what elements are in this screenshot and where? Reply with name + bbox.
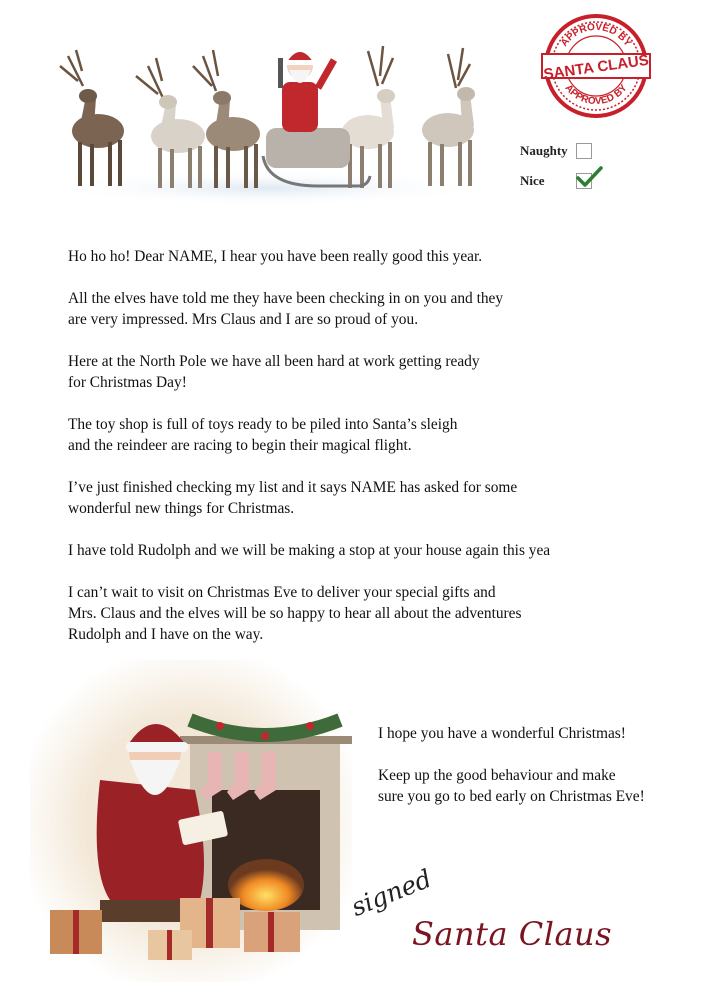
closing-paragraph [378, 765, 678, 807]
naughty-label: Naughty [520, 143, 568, 158]
letter-paragraph [68, 246, 573, 267]
naughty-row [520, 140, 592, 162]
nice-row [520, 170, 592, 192]
letter-line: Ho ho ho! Dear NAME, I hear you have been really good this year. [68, 248, 483, 265]
santa-sleigh-illustration [38, 36, 496, 206]
letter-line: I can’t wait to visit on Christmas Eve to deliver your special gifts and [68, 584, 496, 601]
santa-fireplace-illustration [30, 660, 352, 982]
nice-label: Nice [520, 173, 545, 188]
santa-signature: Santa Claus [412, 915, 613, 953]
stamp-top-text: APPROVED BY [558, 21, 634, 49]
letter-paragraph [68, 582, 573, 645]
letter-paragraph [68, 288, 573, 330]
closing-line: sure you go to bed early on Christmas Eve! [378, 788, 645, 805]
closing-line: Keep up the good behaviour and make [378, 767, 616, 784]
letter-line: Mrs. Claus and the elves will be so happy to hear all about the adventures [68, 605, 522, 622]
closing-line: I hope you have a wonderful Christmas! [378, 725, 626, 742]
letter-body [68, 246, 573, 645]
letter-paragraph [68, 414, 573, 456]
approved-stamp [540, 10, 652, 122]
naughty-checkbox[interactable] [576, 143, 592, 159]
letter-line: Here at the North Pole we have all been hard at work getting ready [68, 353, 480, 370]
closing-paragraph [378, 723, 678, 744]
letter-paragraph [68, 351, 573, 393]
letter-line: and the reindeer are racing to begin their magical flight. [68, 437, 412, 454]
letter-line: All the elves have told me they have been checking in on you and they [68, 290, 504, 307]
letter-line: I’ve just finished checking my list and it says NAME has asked for some [68, 479, 518, 496]
letter-line: The toy shop is full of toys ready to be piled into Santa’s sleigh [68, 416, 458, 433]
letter-paragraph [68, 477, 573, 519]
letter-line: I have told Rudolph and we will be making a stop at your house again this yea [68, 542, 551, 559]
checkmark-icon [575, 165, 603, 189]
signed-word: signed [347, 863, 436, 922]
closing-text [378, 723, 678, 828]
stamp-main-text: SANTA CLAUS [542, 51, 650, 84]
nice-checkbox[interactable] [576, 173, 592, 189]
letter-line: are very impressed. Mrs Claus and I are so proud of you. [68, 311, 419, 328]
letter-paragraph [68, 540, 573, 561]
letter-line: wonderful new things for Christmas. [68, 500, 295, 517]
letter-line: Rudolph and I have on the way. [68, 626, 264, 643]
letter-line: for Christmas Day! [68, 374, 187, 391]
stamp-bottom-text: APPROVED BY [562, 82, 630, 108]
svg-text:APPROVED BY [559, 22, 633, 49]
